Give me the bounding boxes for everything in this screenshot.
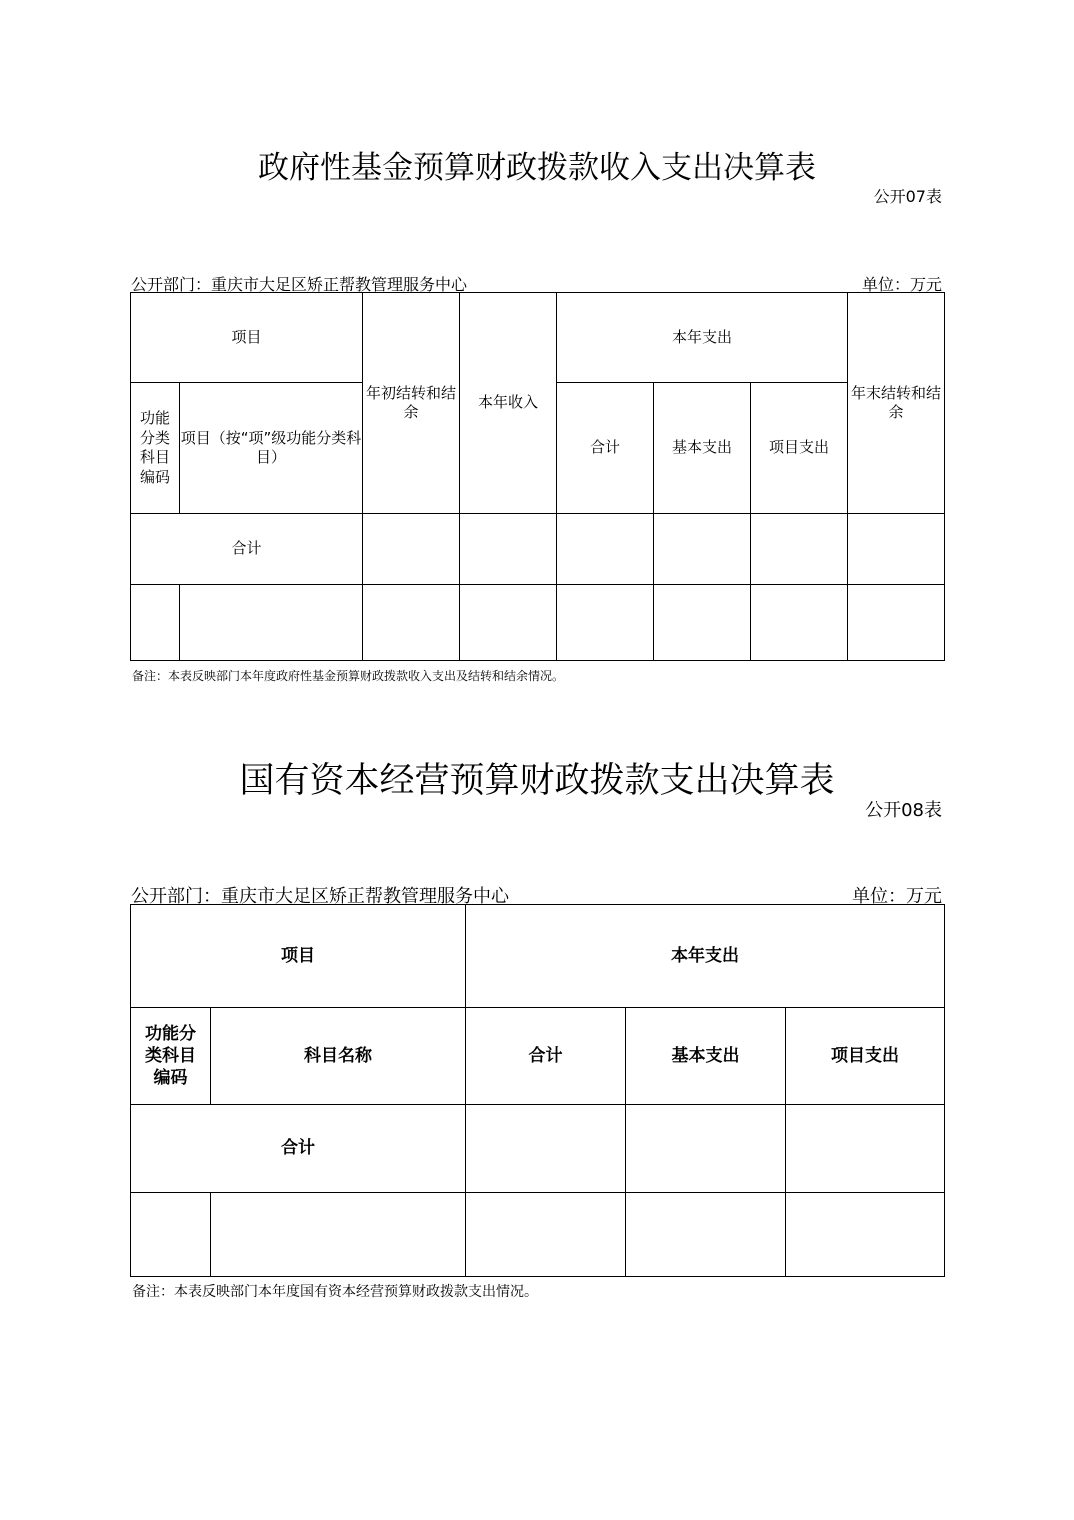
header-closing-balance: 年末结转和结余 [848,293,945,514]
table08-title: 国有资本经营预算财政拨款支出决算表 [239,761,835,801]
total-row-label: 合计 [131,514,363,585]
header-opening-balance: 年初结转和结余 [363,293,460,514]
table-cell [626,1105,786,1193]
table-cell [786,1105,945,1193]
table-row [131,1105,945,1193]
table-cell [786,1193,945,1277]
table-row [131,514,945,585]
table-cell [654,514,751,585]
table08-note: 备注：本表反映部门本年度国有资本经营预算财政拨款支出情况。 [132,1284,538,1300]
header-project-expense: 项目支出 [786,1008,945,1105]
table-cell [654,585,751,661]
header-basic-expense: 基本支出 [654,383,751,514]
table-cell [180,585,363,661]
table07-note: 备注：本表反映部门本年度政府性基金预算财政拨款收入支出及结转和结余情况。 [132,669,565,683]
header-item-detail: 项目（按“项”级功能分类科目） [180,383,363,514]
table-cell [131,1193,211,1277]
table07-grid [130,292,945,661]
table-cell [557,514,654,585]
table-row [131,585,945,661]
table08-department: 公开部门：重庆市大足区矫正帮教管理服务中心 [131,886,509,907]
header-func-code: 功能分类科目编码 [131,383,180,514]
table-cell [848,514,945,585]
table08-unit: 单位：万元 [852,886,942,907]
total-row-label: 合计 [131,1105,466,1193]
header-total: 合计 [557,383,654,514]
table-cell [363,585,460,661]
table07-unit: 单位：万元 [861,275,942,294]
table-row [131,1193,945,1277]
table-cell [848,585,945,661]
header-item: 项目 [131,905,466,1008]
table07-department: 公开部门：重庆市大足区矫正帮教管理服务中心 [131,275,468,294]
header-basic-expense: 基本支出 [626,1008,786,1105]
header-current-income: 本年收入 [460,293,557,514]
table07-title: 政府性基金预算财政拨款收入支出决算表 [258,150,816,186]
table08-grid [130,904,945,1277]
header-func-code: 功能分类科目编码 [131,1008,211,1105]
table08-number: 公开08表 [865,800,942,821]
table-cell [751,514,848,585]
header-total: 合计 [466,1008,626,1105]
table-cell [211,1193,466,1277]
table-cell [466,1193,626,1277]
table-cell [460,585,557,661]
table-cell [626,1193,786,1277]
table-cell [131,585,180,661]
header-subject-name: 科目名称 [211,1008,466,1105]
table-cell [751,585,848,661]
header-current-expense: 本年支出 [557,293,848,383]
header-item: 项目 [131,293,363,383]
table-cell [466,1105,626,1193]
table07-number: 公开07表 [873,187,942,206]
table-cell [363,514,460,585]
table-cell [557,585,654,661]
header-project-expense: 项目支出 [751,383,848,514]
table-cell [460,514,557,585]
header-current-expense: 本年支出 [466,905,945,1008]
